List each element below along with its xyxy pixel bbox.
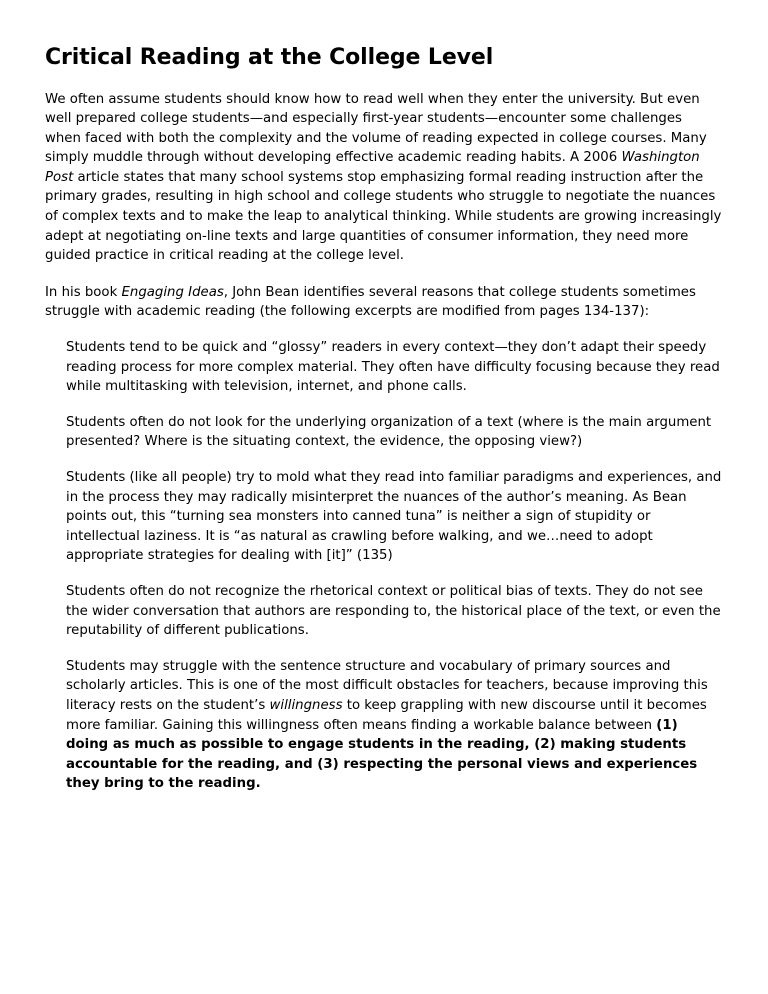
page-title: Critical Reading at the College Level — [45, 45, 494, 70]
italic-text: Washington Post — [45, 150, 700, 185]
bold-text: (1) doing as much as possible to engage students in the reading, (2) making students accountable for the reading, and (3) respecting the personal views and experiences they bring to the reading. — [66, 717, 698, 792]
excerpt-item: Students may struggle with the sentence structure and vocabulary of primary sources and scholarly articles. This is one of the most difficult obstacles for teachers, because improving this literacy rests on the student’s willingness to keep grappling with new discourse until it becomes more familiar. Gaining this willingness often means finding a workable balance between (1) doing as much as possible to engage students in the reading, (2) making students accountable for the reading, and (3) respecting the personal views and experiences they bring to the reading. — [66, 658, 708, 792]
paragraph-bean-intro: In his book Engaging Ideas, John Bean identifies several reasons that college students sometimes struggle with academic reading (the following excerpts are modified from pages 134-137): — [45, 284, 696, 320]
italic-text: willingness — [269, 697, 343, 713]
excerpt-item: Students often do not recognize the rhetorical context or political bias of texts. They do not see the wider conversation that authors are responding to, the historical place of the text, or even the reputability of different publications. — [66, 583, 721, 639]
excerpt-item: Students (like all people) try to mold what they read into familiar paradigms and experiences, and in the process they may radically misinterpret the nuances of the author’s meaning. As Bean points out, this “turning sea monsters into canned tuna” is neither a sign of stupidity or intellectual laziness. It is “as natural as crawling before walking, and we…need to adopt appropriate strategies for dealing with [it]” (135) — [66, 470, 722, 564]
italic-text: Engaging Ideas — [121, 284, 224, 300]
excerpt-list — [45, 338, 722, 794]
excerpt-item: Students often do not look for the underlying organization of a text (where is the main argument presented? Where is the situating context, the evidence, the opposing view?) — [66, 414, 712, 450]
paragraph-intro: We often assume students should know how to read well when they enter the university. But even well prepared college students—and especially first-year students—encounter some challenges when faced with both the complexity and the volume of reading expected in college courses. Many simply muddle through without developing effective academic reading habits. A 2006 Washington Post article states that many school systems stop emphasizing formal reading instruction after the primary grades, resulting in high school and college students who struggle to negotiate the nuances of complex texts and to make the leap to analytical thinking. While students are growing increasingly adept at negotiating on-line texts and large quantities of consumer information, they need more guided practice in critical reading at the college level. — [45, 91, 722, 264]
excerpt-item: Students tend to be quick and “glossy” readers in every context—they don’t adapt their speedy reading process for more complex material. They often have difficulty focusing because they read while multitasking with television, internet, and phone calls. — [66, 340, 720, 395]
